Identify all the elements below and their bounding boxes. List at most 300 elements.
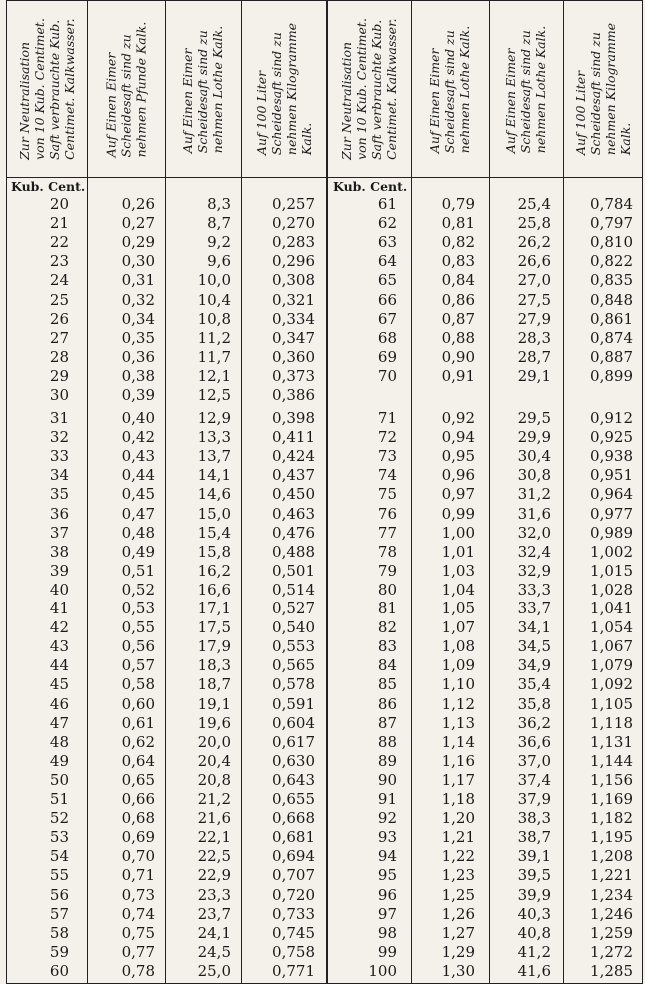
table-cell: 1,17	[441, 770, 475, 789]
table-cell: 18,3	[197, 656, 231, 675]
table-cell: 0,34	[121, 309, 155, 328]
table-cell: 0,43	[121, 447, 155, 466]
table-cell: 1,015	[590, 561, 633, 580]
table-cell: 0,681	[272, 828, 315, 847]
table-cell: 69	[377, 347, 397, 366]
table-cell: 29,1	[517, 366, 551, 385]
table-cell: 0,71	[121, 866, 155, 885]
table-cell: 30	[49, 386, 69, 404]
table-cell: 39	[49, 561, 69, 580]
table-cell: 1,144	[590, 751, 633, 770]
table-cell: 9,6	[207, 252, 231, 271]
header-text: Zur Neutralisation von 10 Kub. Centimet. Saft verbrauchte Kub. Centimet. Kalkwasser.	[339, 18, 399, 160]
table-row	[7, 447, 642, 466]
table-cell: 1,26	[441, 904, 475, 923]
table-cell: 86	[377, 694, 397, 713]
table-cell: 0,55	[121, 618, 155, 637]
table-cell: 9,2	[207, 233, 231, 252]
table-cell: 44	[49, 656, 69, 675]
table-page	[6, 0, 643, 984]
table-cell: 0,96	[441, 466, 475, 485]
table-cell: 0,38	[121, 366, 155, 385]
table-cell: 0,463	[272, 504, 315, 523]
table-cell: 0,835	[590, 271, 633, 290]
table-cell: 28,3	[517, 328, 551, 347]
table-cell: 0,44	[121, 466, 155, 485]
table-cell: 0,848	[590, 290, 633, 309]
table-cell: 80	[377, 580, 397, 599]
table-cell: 25	[49, 290, 69, 309]
table-cell: 1,30	[441, 961, 475, 980]
table-cell: 1,12	[441, 694, 475, 713]
table-cell: 0,88	[441, 328, 475, 347]
table-cell: 0,720	[272, 885, 315, 904]
table-cell: 0,257	[272, 195, 315, 213]
table-cell: 96	[377, 885, 397, 904]
table-cell: 0,270	[272, 214, 315, 233]
table-cell: 38,7	[517, 828, 551, 847]
table-cell: 29,9	[517, 428, 551, 447]
table-cell: 83	[377, 637, 397, 656]
table-cell: 8,3	[207, 195, 231, 213]
table-row	[7, 252, 642, 271]
table-cell: 0,386	[272, 386, 315, 404]
table-cell: 11,7	[197, 347, 231, 366]
table-cell: 41,2	[517, 942, 551, 961]
table-cell: 100	[368, 961, 397, 980]
table-cell: 0,797	[590, 214, 633, 233]
table-cell: 75	[377, 485, 397, 504]
table-cell: 98	[377, 923, 397, 942]
table-cell: 1,259	[590, 923, 633, 942]
table-cell: 27,9	[517, 309, 551, 328]
header-cell	[241, 1, 327, 177]
table-cell: 1,246	[590, 904, 633, 923]
table-cell: 30,4	[517, 447, 551, 466]
table-cell: 0,52	[121, 580, 155, 599]
table-cell: 37	[49, 523, 69, 542]
table-cell: 29	[49, 366, 69, 385]
table-cell: 0,57	[121, 656, 155, 675]
table-cell: 49	[49, 751, 69, 770]
table-cell: 0,48	[121, 523, 155, 542]
table-cell: 1,028	[590, 580, 633, 599]
table-cell: 1,07	[441, 618, 475, 637]
table-cell: 88	[377, 732, 397, 751]
table-cell: 0,398	[272, 409, 315, 427]
table-cell: 0,360	[272, 347, 315, 366]
table-cell: 24,1	[197, 923, 231, 942]
table-cell: 22	[49, 233, 69, 252]
table-cell: 0,501	[272, 561, 315, 580]
table-cell: 0,32	[121, 290, 155, 309]
table-cell: 12,1	[197, 366, 231, 385]
table-cell: 0,694	[272, 847, 315, 866]
table-cell: 0,66	[121, 790, 155, 808]
table-cell: 1,23	[441, 866, 475, 885]
table-cell: 36,2	[517, 713, 551, 732]
table-cell: 0,53	[121, 599, 155, 617]
table-cell: 53	[49, 828, 69, 847]
table-cell: 0,707	[272, 866, 315, 885]
table-cell: 68	[377, 328, 397, 347]
table-cell: 0,630	[272, 751, 315, 770]
table-cell: 38	[49, 542, 69, 561]
table-cell: 8,7	[207, 214, 231, 233]
table-cell: 1,221	[590, 866, 633, 885]
table-cell: 0,27	[121, 214, 155, 233]
table-row	[7, 943, 642, 962]
table-cell: 27,5	[517, 290, 551, 309]
table-cell: 32,4	[517, 542, 551, 561]
table-row	[7, 329, 642, 348]
table-cell: 58	[49, 923, 69, 942]
table-cell: 0,31	[121, 271, 155, 290]
table-cell: 29,5	[517, 409, 551, 427]
table-row	[7, 271, 642, 290]
unit-label-left: Kub. Cent.	[11, 179, 86, 194]
table-cell: 1,05	[441, 599, 475, 617]
header-cell	[489, 1, 563, 177]
table-cell: 25,0	[197, 961, 231, 980]
table-cell: 35	[49, 485, 69, 504]
table-cell: 0,668	[272, 809, 315, 828]
table-cell: 0,82	[441, 233, 475, 252]
table-cell: 1,208	[590, 847, 633, 866]
table-cell: 21,6	[197, 809, 231, 828]
header-cell	[563, 1, 643, 177]
table-cell: 0,899	[590, 366, 633, 385]
unit-label-right: Kub. Cent.	[333, 179, 408, 194]
table-cell: 1,234	[590, 885, 633, 904]
table-cell: 74	[377, 466, 397, 485]
table-cell: 41	[49, 599, 69, 617]
table-cell: 72	[377, 428, 397, 447]
table-cell: 41,6	[517, 961, 551, 980]
table-cell: 21	[49, 214, 69, 233]
table-cell: 10,8	[197, 309, 231, 328]
table-cell: 0,874	[590, 328, 633, 347]
table-cell: 0,989	[590, 523, 633, 542]
table-cell: 23,7	[197, 904, 231, 923]
header-text: Auf 100 Liter Scheidesaft sind zu nehmen Kilogramme Kalk.	[573, 22, 634, 156]
table-cell: 17,9	[197, 637, 231, 656]
table-cell: 15,4	[197, 523, 231, 542]
table-cell: 0,925	[590, 428, 633, 447]
table-cell: 0,42	[121, 428, 155, 447]
table-cell: 0,49	[121, 542, 155, 561]
table-cell: 40,3	[517, 904, 551, 923]
table-cell: 17,1	[197, 599, 231, 617]
table-row	[7, 524, 642, 543]
table-cell: 1,14	[441, 732, 475, 751]
table-cell: 67	[377, 309, 397, 328]
table-cell: 57	[49, 904, 69, 923]
table-cell: 18,7	[197, 675, 231, 694]
table-cell: 17,5	[197, 618, 231, 637]
table-cell: 0,758	[272, 942, 315, 961]
table-row	[7, 828, 642, 847]
table-cell: 25,4	[517, 195, 551, 213]
table-cell: 0,45	[121, 485, 155, 504]
table-row	[7, 409, 642, 428]
table-cell: 26,6	[517, 252, 551, 271]
table-cell: 36	[49, 504, 69, 523]
table-cell: 1,156	[590, 770, 633, 789]
table-cell: 90	[377, 770, 397, 789]
table-cell: 40	[49, 580, 69, 599]
table-cell: 34	[49, 466, 69, 485]
table-cell: 0,60	[121, 694, 155, 713]
header-cell	[87, 1, 165, 177]
table-cell: 23,3	[197, 885, 231, 904]
table-cell: 1,03	[441, 561, 475, 580]
table-cell: 12,9	[197, 409, 231, 427]
table-cell: 1,08	[441, 637, 475, 656]
table-cell: 31,6	[517, 504, 551, 523]
table-cell: 47	[49, 713, 69, 732]
table-cell: 45	[49, 675, 69, 694]
table-cell: 0,655	[272, 790, 315, 808]
table-cell: 0,450	[272, 485, 315, 504]
table-cell: 50	[49, 770, 69, 789]
table-cell: 1,002	[590, 542, 633, 561]
table-cell: 0,91	[441, 366, 475, 385]
table-cell: 0,62	[121, 732, 155, 751]
table-cell: 20	[49, 195, 69, 213]
table-cell: 97	[377, 904, 397, 923]
table-cell: 12,5	[197, 386, 231, 404]
header-text: Auf Einen Eimer Scheidesaft sind zu nehmen Lothe Kalk.	[180, 25, 226, 153]
table-row	[7, 733, 642, 752]
table-cell: 1,21	[441, 828, 475, 847]
table-cell: 0,527	[272, 599, 315, 617]
table-cell: 0,74	[121, 904, 155, 923]
table-cell: 76	[377, 504, 397, 523]
table-cell: 99	[377, 942, 397, 961]
header-cell	[327, 1, 411, 177]
header-text: Auf Einen Eimer Scheidesaft sind zu nehmen Pfunde Kalk.	[103, 21, 149, 157]
table-cell: 1,195	[590, 828, 633, 847]
table-row	[7, 233, 642, 252]
table-cell: 62	[377, 214, 397, 233]
table-row	[7, 752, 642, 771]
table-cell: 55	[49, 866, 69, 885]
table-cell: 0,553	[272, 637, 315, 656]
table-cell: 0,75	[121, 923, 155, 942]
table-cell: 95	[377, 866, 397, 885]
table-cell: 94	[377, 847, 397, 866]
table-cell: 1,067	[590, 637, 633, 656]
table-cell: 1,04	[441, 580, 475, 599]
table-cell: 70	[377, 366, 397, 385]
table-cell: 0,437	[272, 466, 315, 485]
table-cell: 0,745	[272, 923, 315, 942]
table-cell: 1,27	[441, 923, 475, 942]
table-row	[7, 428, 642, 447]
table-cell: 30,8	[517, 466, 551, 485]
table-cell: 0,69	[121, 828, 155, 847]
table-cell: 20,4	[197, 751, 231, 770]
table-cell: 77	[377, 523, 397, 542]
table-cell: 1,118	[590, 713, 633, 732]
table-cell: 16,6	[197, 580, 231, 599]
table-row	[7, 599, 642, 618]
table-cell: 34,1	[517, 618, 551, 637]
table-cell: 0,334	[272, 309, 315, 328]
table-cell: 27,0	[517, 271, 551, 290]
table-cell: 10,0	[197, 271, 231, 290]
table-cell: 0,26	[121, 195, 155, 213]
table-cell: 56	[49, 885, 69, 904]
table-cell: 51	[49, 790, 69, 808]
table-cell: 0,99	[441, 504, 475, 523]
table-row	[7, 714, 642, 733]
table-cell: 0,578	[272, 675, 315, 694]
table-row	[7, 386, 642, 405]
header-cell	[165, 1, 241, 177]
table-cell: 25,8	[517, 214, 551, 233]
table-cell: 63	[377, 233, 397, 252]
table-cell: 52	[49, 809, 69, 828]
table-cell: 39,1	[517, 847, 551, 866]
table-cell: 39,9	[517, 885, 551, 904]
table-cell: 1,131	[590, 732, 633, 751]
table-cell: 0,912	[590, 409, 633, 427]
table-cell: 0,283	[272, 233, 315, 252]
table-cell: 0,643	[272, 770, 315, 789]
table-cell: 0,977	[590, 504, 633, 523]
table-cell: 39,5	[517, 866, 551, 885]
table-cell: 33,7	[517, 599, 551, 617]
table-cell: 19,6	[197, 713, 231, 732]
table-cell: 0,604	[272, 713, 315, 732]
table-cell: 0,591	[272, 694, 315, 713]
table-cell: 24,5	[197, 942, 231, 961]
header-text: Auf 100 Liter Scheidesaft sind zu nehmen Kilogramme Kalk.	[254, 22, 315, 156]
table-cell: 1,10	[441, 675, 475, 694]
table-cell: 0,296	[272, 252, 315, 271]
table-row	[7, 367, 642, 386]
table-cell: 36,6	[517, 732, 551, 751]
table-cell: 93	[377, 828, 397, 847]
table-cell: 13,3	[197, 428, 231, 447]
table-cell: 0,938	[590, 447, 633, 466]
table-cell: 1,285	[590, 961, 633, 980]
table-cell: 0,58	[121, 675, 155, 694]
table-cell: 1,182	[590, 809, 633, 828]
table-cell: 14,6	[197, 485, 231, 504]
table-cell: 1,054	[590, 618, 633, 637]
table-cell: 1,00	[441, 523, 475, 542]
table-cell: 22,1	[197, 828, 231, 847]
table-row	[7, 348, 642, 367]
table-cell: 0,617	[272, 732, 315, 751]
table-cell: 0,68	[121, 809, 155, 828]
table-cell: 0,308	[272, 271, 315, 290]
table-cell: 79	[377, 561, 397, 580]
table-row	[7, 466, 642, 485]
table-cell: 31,2	[517, 485, 551, 504]
table-cell: 0,565	[272, 656, 315, 675]
table-cell: 65	[377, 271, 397, 290]
table-cell: 0,424	[272, 447, 315, 466]
table-cell: 22,5	[197, 847, 231, 866]
header-cell	[411, 1, 489, 177]
table-row	[7, 924, 642, 943]
table-cell: 33	[49, 447, 69, 466]
table-cell: 0,84	[441, 271, 475, 290]
table-cell: 1,041	[590, 599, 633, 617]
table-row	[7, 581, 642, 600]
table-cell: 60	[49, 961, 69, 980]
table-row	[7, 291, 642, 310]
table-cell: 35,4	[517, 675, 551, 694]
table-cell: 0,56	[121, 637, 155, 656]
table-cell: 0,822	[590, 252, 633, 271]
table-cell: 0,92	[441, 409, 475, 427]
table-cell: 0,771	[272, 961, 315, 980]
table-cell: 28	[49, 347, 69, 366]
table-row	[7, 637, 642, 656]
table-cell: 0,94	[441, 428, 475, 447]
table-cell: 0,784	[590, 195, 633, 213]
table-cell: 78	[377, 542, 397, 561]
table-cell: 0,61	[121, 713, 155, 732]
table-cell: 20,8	[197, 770, 231, 789]
table-cell: 0,476	[272, 523, 315, 542]
table-cell: 26	[49, 309, 69, 328]
table-row	[7, 809, 642, 828]
table-cell: 1,16	[441, 751, 475, 770]
table-cell: 0,90	[441, 347, 475, 366]
table-cell: 0,83	[441, 252, 475, 271]
table-row	[7, 790, 642, 809]
table-cell: 0,964	[590, 485, 633, 504]
table-row	[7, 905, 642, 924]
table-row	[7, 310, 642, 329]
table-cell: 0,39	[121, 386, 155, 404]
table-cell: 0,35	[121, 328, 155, 347]
table-row	[7, 505, 642, 524]
table-cell: 54	[49, 847, 69, 866]
table-cell: 15,0	[197, 504, 231, 523]
table-cell: 0,951	[590, 466, 633, 485]
table-cell: 0,411	[272, 428, 315, 447]
table-cell: 91	[377, 790, 397, 808]
table-cell: 1,25	[441, 885, 475, 904]
table-row	[7, 771, 642, 790]
table-cell: 0,488	[272, 542, 315, 561]
table-cell: 0,73	[121, 885, 155, 904]
table-cell: 1,22	[441, 847, 475, 866]
table-cell: 0,65	[121, 770, 155, 789]
table-cell: 71	[377, 409, 397, 427]
table-cell: 0,29	[121, 233, 155, 252]
table-cell: 40,8	[517, 923, 551, 942]
table-cell: 0,861	[590, 309, 633, 328]
table-cell: 28,7	[517, 347, 551, 366]
table-cell: 1,20	[441, 809, 475, 828]
table-cell: 59	[49, 942, 69, 961]
table-cell: 1,09	[441, 656, 475, 675]
table-cell: 0,81	[441, 214, 475, 233]
table-cell: 26,2	[517, 233, 551, 252]
table-cell: 0,36	[121, 347, 155, 366]
table-cell: 37,0	[517, 751, 551, 770]
table-cell: 0,78	[121, 961, 155, 980]
table-cell: 0,64	[121, 751, 155, 770]
